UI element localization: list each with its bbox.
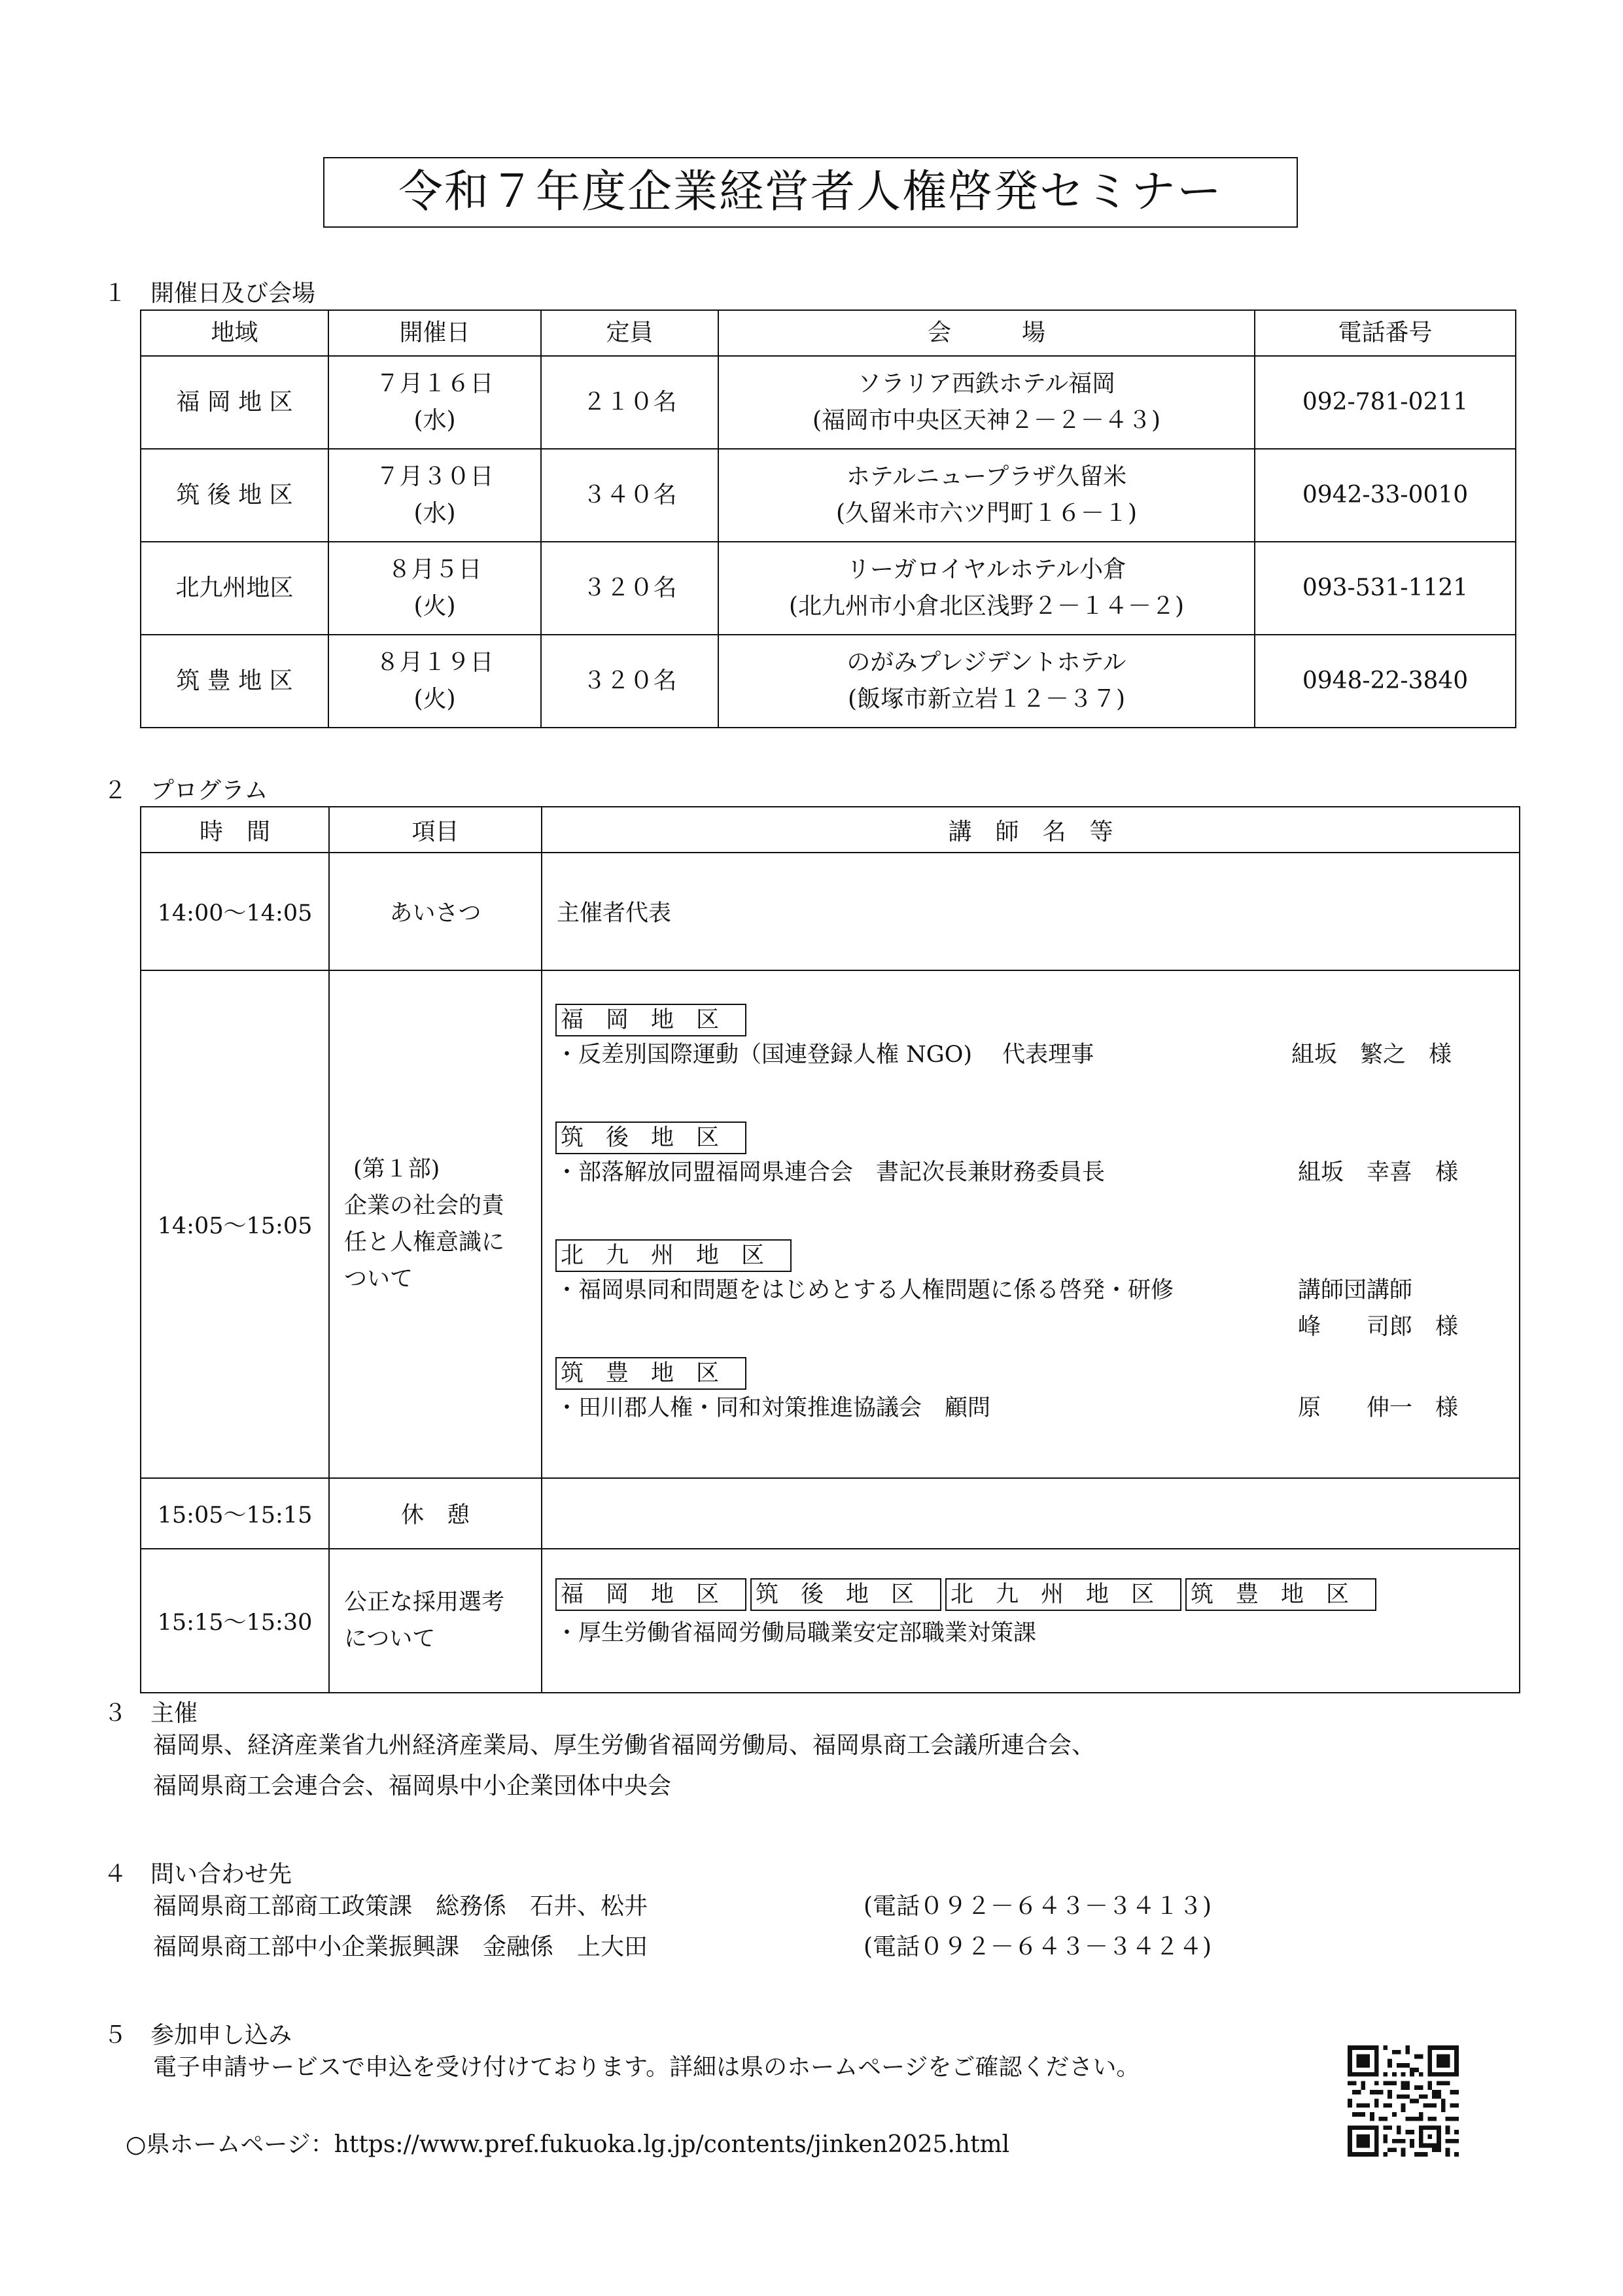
phone-cell: 093-531-1121 bbox=[1255, 542, 1516, 635]
region-label-box: 福岡地区 bbox=[555, 1004, 746, 1036]
header-region: 地域 bbox=[141, 310, 328, 356]
section1-heading: １ 開催日及び会場 bbox=[103, 280, 316, 307]
speaker-line bbox=[555, 1272, 1519, 1309]
item-cell: あいさつ bbox=[329, 853, 542, 970]
time-cell: 14:05～15:05 bbox=[141, 970, 329, 1478]
part1-row bbox=[141, 970, 1520, 1478]
item-line: 公正な採用選考 bbox=[344, 1589, 505, 1616]
date: ７月１６日 bbox=[375, 370, 494, 397]
speaker-name: 原 伸一 様 bbox=[1298, 1395, 1459, 1421]
region-label-box: 筑後地区 bbox=[555, 1122, 746, 1154]
venue-cell bbox=[718, 635, 1255, 728]
program-header-row bbox=[141, 807, 1520, 853]
item-cell: 休 憩 bbox=[329, 1478, 542, 1549]
venue-address: (北九州市小倉北区浅野２－１４－２) bbox=[788, 593, 1185, 620]
page-title: 令和７年度企業経営者人権啓発セミナー bbox=[323, 157, 1298, 228]
venue-name: ソラリア西鉄ホテル福岡 bbox=[857, 370, 1116, 397]
phone-cell: 092-781-0211 bbox=[1255, 356, 1516, 449]
date: ８月５日 bbox=[387, 556, 482, 583]
detail-cell bbox=[542, 1549, 1520, 1693]
detail-cell bbox=[542, 853, 1520, 970]
venue-row bbox=[141, 356, 1516, 449]
speaker-line bbox=[555, 1309, 1519, 1345]
region-cell: 福 岡 地 区 bbox=[141, 356, 328, 449]
venue-row bbox=[141, 635, 1516, 728]
contact-phone: (電話０９２－６４３－３４１３) bbox=[864, 1893, 1212, 1920]
speaker-block bbox=[555, 1239, 1519, 1357]
program-table bbox=[140, 806, 1520, 1693]
date: ７月３０日 bbox=[375, 463, 494, 490]
date-cell bbox=[328, 635, 541, 728]
region-cell: 筑 豊 地 区 bbox=[141, 635, 328, 728]
speaker-block bbox=[555, 1357, 1519, 1436]
speaker-org: ・部落解放同盟福岡県連合会 書記次長兼財務委員長 bbox=[555, 1159, 1106, 1186]
region-cell: 筑 後 地 区 bbox=[141, 449, 328, 542]
contact-phone: (電話０９２－６４３－３４２４) bbox=[864, 1934, 1212, 1960]
speakers-cell bbox=[542, 970, 1520, 1478]
venue-name: ホテルニュープラザ久留米 bbox=[846, 463, 1127, 490]
region-labels bbox=[555, 1578, 1519, 1615]
date-cell bbox=[328, 356, 541, 449]
capacity-cell: ３２０名 bbox=[541, 635, 718, 728]
weekday: (水) bbox=[413, 407, 456, 434]
item-line: ついて bbox=[344, 1266, 413, 1292]
speaker-org: ・反差別国際運動（国連登録人権 NGO) 代表理事 bbox=[555, 1042, 1094, 1068]
speaker-line bbox=[555, 1390, 1519, 1426]
break-row bbox=[141, 1478, 1520, 1549]
phone-cell: 0942-33-0010 bbox=[1255, 449, 1516, 542]
detail-cell bbox=[542, 1478, 1520, 1549]
venue-cell bbox=[718, 449, 1255, 542]
section2-heading: ２ プログラム bbox=[103, 777, 268, 804]
region-label-box: 北九州地区 bbox=[945, 1578, 1181, 1611]
speaker-org: ・福岡県同和問題をはじめとする人権問題に係る啓発・研修 bbox=[555, 1277, 1174, 1303]
region-label-box: 筑後地区 bbox=[750, 1578, 941, 1611]
speaker-block bbox=[555, 1004, 1519, 1122]
speaker-name: 組坂 繁之 様 bbox=[1291, 1042, 1452, 1068]
organizers-line: 福岡県、経済産業省九州経済産業局、厚生労働省福岡労働局、福岡県商工会議所連合会、 bbox=[153, 1732, 1096, 1759]
speaker-name: 組坂 幸喜 様 bbox=[1298, 1159, 1459, 1186]
venue-name: リーガロイヤルホテル小倉 bbox=[846, 556, 1127, 583]
header-item: 項目 bbox=[329, 807, 542, 853]
weekday: (火) bbox=[413, 686, 456, 713]
item-line: 任と人権意識に bbox=[344, 1229, 505, 1256]
speaker-title: 講師団講師 bbox=[1298, 1277, 1413, 1303]
header-capacity: 定員 bbox=[541, 310, 718, 356]
weekday: (水) bbox=[413, 500, 456, 527]
header-time: 時 間 bbox=[141, 807, 329, 853]
speaker-name: 峰 司郎 様 bbox=[1298, 1314, 1459, 1340]
date-cell bbox=[328, 542, 541, 635]
header-phone: 電話番号 bbox=[1255, 310, 1516, 356]
region-label-box: 筑豊地区 bbox=[555, 1357, 746, 1390]
homepage-link[interactable]: ○県ホームページ：https://www.pref.fukuoka.lg.jp/contents/jinken2025.html bbox=[126, 2131, 1010, 2158]
section4-heading: ４ 問い合わせ先 bbox=[103, 1861, 292, 1888]
header-venue: 会 場 bbox=[718, 310, 1255, 356]
venue-header-row bbox=[141, 310, 1516, 356]
weekday: (火) bbox=[413, 593, 456, 620]
time-cell: 15:05～15:15 bbox=[141, 1478, 329, 1549]
application-text: 電子申請サービスで申込を受け付けております。詳細は県のホームページをご確認ください。 bbox=[153, 2054, 1140, 2081]
venue-address: (飯塚市新立岩１２－３７) bbox=[847, 686, 1126, 713]
capacity-cell: ３４０名 bbox=[541, 449, 718, 542]
header-speakers: 講 師 名 等 bbox=[542, 807, 1520, 853]
contact-dept: 福岡県商工部中小企業振興課 金融係 上大田 bbox=[153, 1934, 648, 1960]
speaker-block bbox=[555, 1122, 1519, 1239]
organizers-line: 福岡県商工会連合会、福岡県中小企業団体中央会 bbox=[153, 1773, 672, 1799]
qr-code-icon[interactable] bbox=[1348, 2045, 1459, 2157]
venue-address: (福岡市中央区天神２－２－４３) bbox=[812, 407, 1161, 434]
venue-address: (久留米市六ツ門町１６－１) bbox=[835, 500, 1138, 527]
venue-cell bbox=[718, 356, 1255, 449]
header-date: 開催日 bbox=[328, 310, 541, 356]
venue-name: のがみプレジデントホテル bbox=[846, 649, 1126, 676]
phone-cell: 0948-22-3840 bbox=[1255, 635, 1516, 728]
venue-row bbox=[141, 542, 1516, 635]
venue-cell bbox=[718, 542, 1255, 635]
speaker-org: ・田川郡人権・同和対策推進協議会 顧問 bbox=[555, 1395, 991, 1421]
item-line: について bbox=[344, 1626, 436, 1652]
date-cell bbox=[328, 449, 541, 542]
organizer-rep: 主催者代表 bbox=[557, 900, 672, 927]
region-label-box: 福岡地区 bbox=[555, 1578, 746, 1611]
venue-row bbox=[141, 449, 1516, 542]
part2-row bbox=[141, 1549, 1520, 1693]
item-cell bbox=[329, 1549, 542, 1693]
item-cell bbox=[329, 970, 542, 1478]
speaker-line bbox=[555, 1036, 1519, 1073]
date: ８月１９日 bbox=[375, 649, 494, 676]
detail-line: ・厚生労働省福岡労働局職業安定部職業対策課 bbox=[555, 1620, 1037, 1646]
region-label-box: 筑豊地区 bbox=[1185, 1578, 1376, 1611]
region-label-box: 北九州地区 bbox=[555, 1239, 792, 1272]
item-line: (第１部) bbox=[353, 1156, 440, 1182]
item-line: 企業の社会的責 bbox=[344, 1193, 505, 1219]
region-cell: 北九州地区 bbox=[141, 542, 328, 635]
time-cell: 15:15～15:30 bbox=[141, 1549, 329, 1693]
time-cell: 14:00～14:05 bbox=[141, 853, 329, 970]
capacity-cell: ３２０名 bbox=[541, 542, 718, 635]
section5-heading: ５ 参加申し込み bbox=[103, 2022, 292, 2049]
greeting-row bbox=[141, 853, 1520, 970]
section3-heading: ３ 主催 bbox=[103, 1700, 198, 1727]
capacity-cell: ２１０名 bbox=[541, 356, 718, 449]
contact-dept: 福岡県商工部商工政策課 総務係 石井、松井 bbox=[153, 1893, 648, 1920]
venue-table bbox=[140, 309, 1516, 728]
speaker-line bbox=[555, 1154, 1519, 1191]
